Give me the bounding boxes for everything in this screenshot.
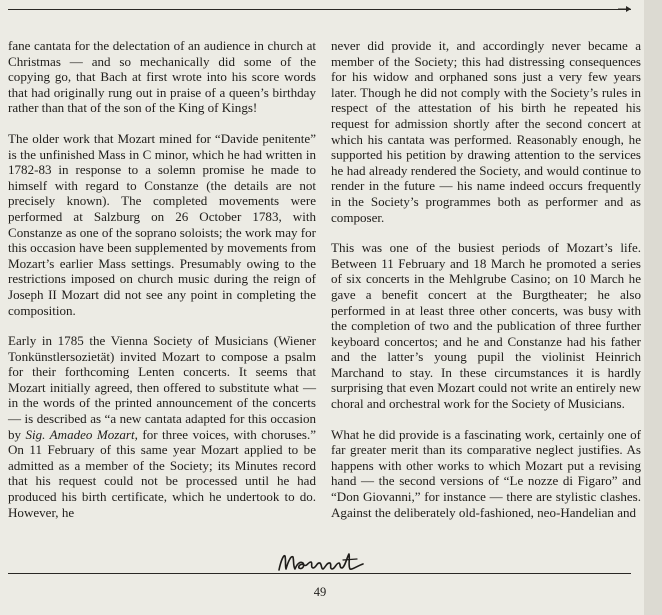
top-arrow-mark	[618, 5, 632, 13]
left-paragraph-3-part-b: for three voices, with choruses.” On 11 February of this same year Mozart applied to be admitted as a member of the Society; its Minutes record that his request could not be processed until he had produced his birth certificate, which he undertook to do. However, he	[8, 426, 316, 520]
right-paragraph-2: This was one of the busiest periods of Mozart’s life. Between 11 February and 18 March he promoted a series of six concerts in the Mehlgrube Casino; on 10 March he gave a benefit concert at the Burgtheater; he also performed in at least three other concerts, was busy with the completion of two and the publication of three further keyboard concertos; and he and Constanze had his father and the latter’s young pupil the violinist Heinrich Marchand to stay. In these circumstances it is hardly surprising that even Mozart could not write an entirely new choral and orchestral work for the Society of Musicians.	[331, 240, 641, 412]
left-paragraph-3-part-a: Early in 1785 the Vienna Society of Musicians (Wiener Tonkünstlersozietät) invited Mozart to compose a psalm for their forthcoming Lenten concerts. It seems that Mozart initially agreed, then offered to substitute what — in the words of the printed announcement of the concerts — is described as “a new cantata adapted for this occasion by	[8, 333, 316, 442]
top-rule	[8, 9, 631, 10]
page-number: 49	[313, 585, 327, 599]
left-paragraph-2: The older work that Mozart mined for “Davide penitente” is the unfinished Mass in C minor, which he had written in 1782-83 in response to a solemn promise he made to himself with regard to Constanze (the details are not precisely known). The completed movements were performed at Salzburg on 26 October 1783, with Constanze as one of the soprano soloists; the work may for this occasion have been supplemented by movements from Mozart’s earlier Mass settings. Presumably owing to the restrictions imposed on church music during the reign of Joseph II Mozart did not see any point in completing the composition.	[8, 130, 316, 318]
left-paragraph-3-italic: Sig. Amadeo Mozart,	[25, 426, 138, 442]
left-column	[8, 38, 316, 520]
right-column	[331, 38, 641, 520]
left-paragraph-3	[8, 333, 316, 520]
page-edge-shadow	[644, 0, 662, 615]
left-paragraph-1: fane cantata for the delectation of an audience in church at Christmas — and so mechanically did some of the copying go, that Bach at first wrote into his score words that had originally rung out in praise of a queen’s birthday rather than that of the son of the King of Kings!	[8, 38, 316, 116]
right-paragraph-1: never did provide it, and accordingly never became a member of the Society; this had distressing consequences for his widow and orphaned sons just a very few years later. Though he did not comply with the Society’s rules in respect of the attestation of his birth he repeated his request for admission shortly after the second concert at which his cantata was performed. Reasonably enough, he supported his petition by drawing attention to the services he had already rendered the Society, and would continue to render in the future — his name indeed occurs frequently in the Society’s programmes both as performer and as composer.	[331, 38, 641, 225]
right-paragraph-3: What he did provide is a fascinating work, certainly one of far greater merit than its comparative neglect justifies. As happens with other works to which Mozart put a revising hand — the second versions of “Le nozze di Figaro” and “Don Giovanni,” for instance — there are stylistic clashes. Against the deliberately old-fashioned, neo-Handelian and	[331, 426, 641, 520]
bottom-rule	[8, 573, 631, 574]
